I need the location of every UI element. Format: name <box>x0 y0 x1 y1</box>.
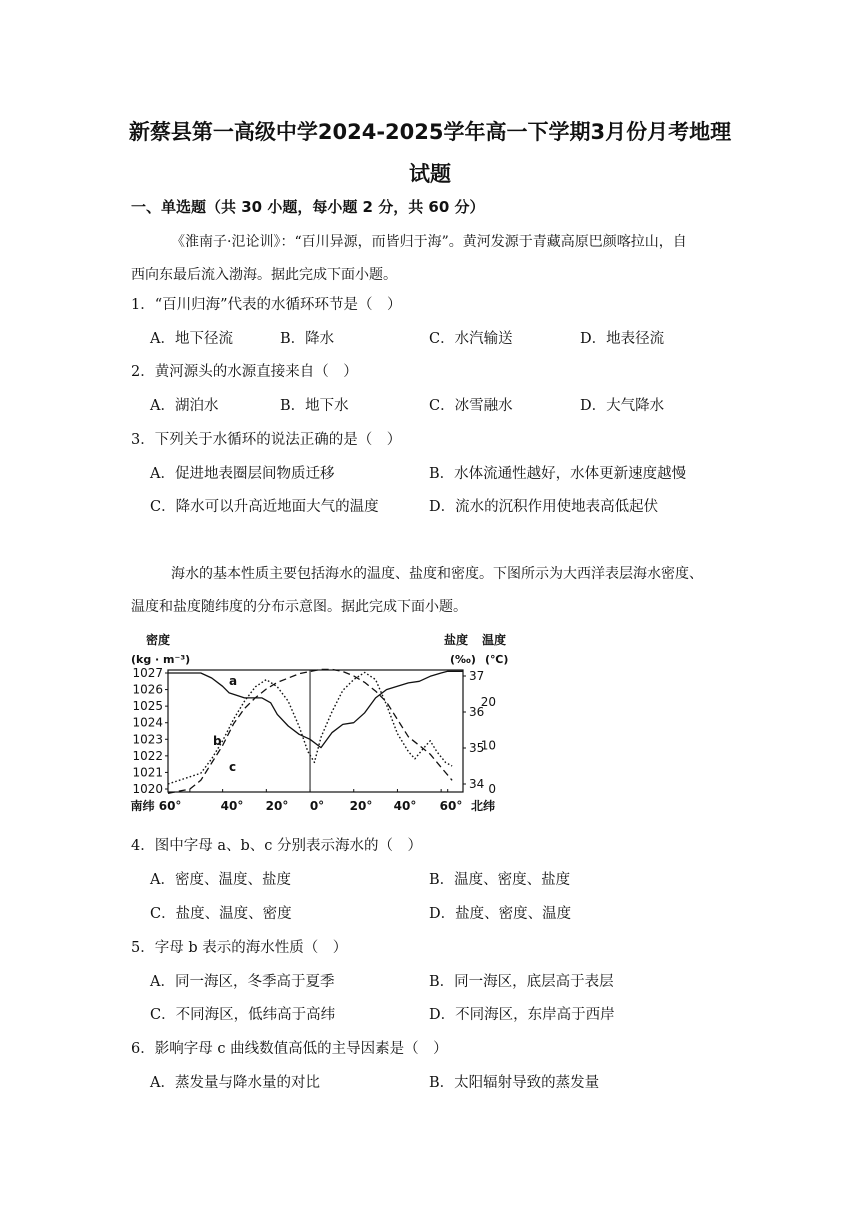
question-3-stem: 3．下列关于水循环的说法正确的是（ ） <box>131 432 402 448</box>
question-2-option-c[interactable]: C．冰雪融水 <box>429 398 513 414</box>
question-3-option-b[interactable]: B．水体流通性越好，水体更新速度越慢 <box>429 466 687 482</box>
question-5-option-a[interactable]: A．同一海区，冬季高于夏季 <box>150 974 335 990</box>
density-axis-label: 密度 <box>146 633 171 647</box>
question-3-option-a[interactable]: A．促进地表圈层间物质迁移 <box>150 466 335 482</box>
x-tick-label-4: 20° <box>349 799 373 813</box>
question-6-option-b[interactable]: B．太阳辐射导致的蒸发量 <box>429 1075 600 1091</box>
x-tick-label-6: 60° <box>439 799 463 813</box>
question-1-option-c[interactable]: C．水汽输送 <box>429 331 513 347</box>
question-3-option-d[interactable]: D．流水的沉积作用使地表高低起伏 <box>429 499 659 515</box>
series-c-label: c <box>229 760 237 774</box>
density-tick-label-1023: 1023 <box>132 732 163 747</box>
x-tick-label-3: 0° <box>309 799 325 813</box>
question-3-option-c[interactable]: C．降水可以升高近地面大气的温度 <box>150 499 379 515</box>
density-tick-label-1027: 1027 <box>132 666 163 680</box>
exam-title-line-2: 试题 <box>409 162 451 186</box>
salinity-tick-label-37: 37 <box>469 669 485 683</box>
density-tick-label-1026: 1026 <box>132 682 163 697</box>
question-4-option-d[interactable]: D．盐度、密度、温度 <box>429 906 572 922</box>
question-2-option-a[interactable]: A．湖泊水 <box>150 398 219 414</box>
passage-1-line-1: 《淮南子·氾论训》：“百川异源，而皆归于海”。黄河发源于青藏高原巴颜喀拉山，自 <box>171 234 687 250</box>
question-5-stem: 5．字母 b 表示的海水性质（ ） <box>131 940 348 956</box>
x-tick-label-1: 40° <box>220 799 244 813</box>
question-5-option-b[interactable]: B．同一海区，底层高于表层 <box>429 974 614 990</box>
temperature-tick-label-20: 20 <box>480 695 496 709</box>
density-tick-label-1025: 1025 <box>132 699 163 714</box>
x-tick-label-5: 40° <box>393 799 417 813</box>
temperature-axis-unit: (℃) <box>485 653 509 666</box>
question-4-stem: 4．图中字母 a、b、c 分别表示海水的（ ） <box>131 838 422 854</box>
passage-2-line-2: 温度和盐度随纬度的分布示意图。据此完成下面小题。 <box>131 599 467 615</box>
density-tick-label-1022: 1022 <box>132 748 163 763</box>
density-tick-label-1020: 1020 <box>132 782 163 796</box>
series-a-label: a <box>229 674 238 688</box>
question-2-stem: 2．黄河源头的水源直接来自（ ） <box>131 364 358 380</box>
series-b-label: b <box>213 734 222 748</box>
ocean-properties-chart <box>128 626 509 826</box>
question-6-option-a[interactable]: A．蒸发量与降水量的对比 <box>150 1075 320 1091</box>
section-heading: 一、单选题（共 30 小题，每小题 2 分，共 60 分） <box>131 198 485 216</box>
question-5-option-c[interactable]: C．不同海区，低纬高于高纬 <box>150 1007 336 1023</box>
question-1-option-d[interactable]: D．地表径流 <box>580 331 665 347</box>
salinity-axis-label: 盐度 <box>444 633 469 647</box>
question-2-option-b[interactable]: B．地下水 <box>280 398 349 414</box>
salinity-tick-label-34: 34 <box>469 777 485 791</box>
density-tick-label-1021: 1021 <box>132 765 163 780</box>
temperature-axis-label: 温度 <box>482 633 507 647</box>
salinity-axis-unit: (‰) <box>450 653 476 666</box>
question-4-option-a[interactable]: A．密度、温度、盐度 <box>150 872 291 888</box>
plot-frame <box>168 670 463 792</box>
x-tick-label-7: 北纬 <box>470 799 496 813</box>
passage-2-line-1: 海水的基本性质主要包括海水的温度、盐度和密度。下图所示为大西洋表层海水密度、 <box>171 566 703 582</box>
exam-title-line-1: 新蔡县第一高级中学2024-2025学年高一下学期3月份月考地理 <box>128 120 732 144</box>
question-1-stem: 1．“百川归海”代表的水循环环节是（ ） <box>131 297 402 313</box>
question-5-option-d[interactable]: D．不同海区，东岸高于西岸 <box>429 1007 615 1023</box>
x-tick-label-0: 南纬 60° <box>130 799 182 813</box>
question-4-option-b[interactable]: B．温度、密度、盐度 <box>429 872 571 888</box>
x-tick-label-2: 20° <box>265 799 289 813</box>
salinity-tick-label-36: 36 <box>469 705 485 719</box>
question-6-stem: 6．影响字母 c 曲线数值高低的主导因素是（ ） <box>131 1041 448 1057</box>
density-axis-unit: (kg · m⁻³) <box>131 653 191 666</box>
salinity-tick-label-35: 35 <box>469 741 485 755</box>
temperature-tick-label-10: 10 <box>480 738 496 753</box>
question-2-option-d[interactable]: D．大气降水 <box>580 398 665 414</box>
temperature-tick-label-0: 0 <box>488 782 496 796</box>
passage-1-line-2: 西向东最后流入渤海。据此完成下面小题。 <box>131 267 397 283</box>
question-4-option-c[interactable]: C．盐度、温度、密度 <box>150 906 292 922</box>
question-1-option-a[interactable]: A．地下径流 <box>150 331 233 347</box>
question-1-option-b[interactable]: B．降水 <box>280 331 335 347</box>
density-tick-label-1024: 1024 <box>132 715 163 730</box>
